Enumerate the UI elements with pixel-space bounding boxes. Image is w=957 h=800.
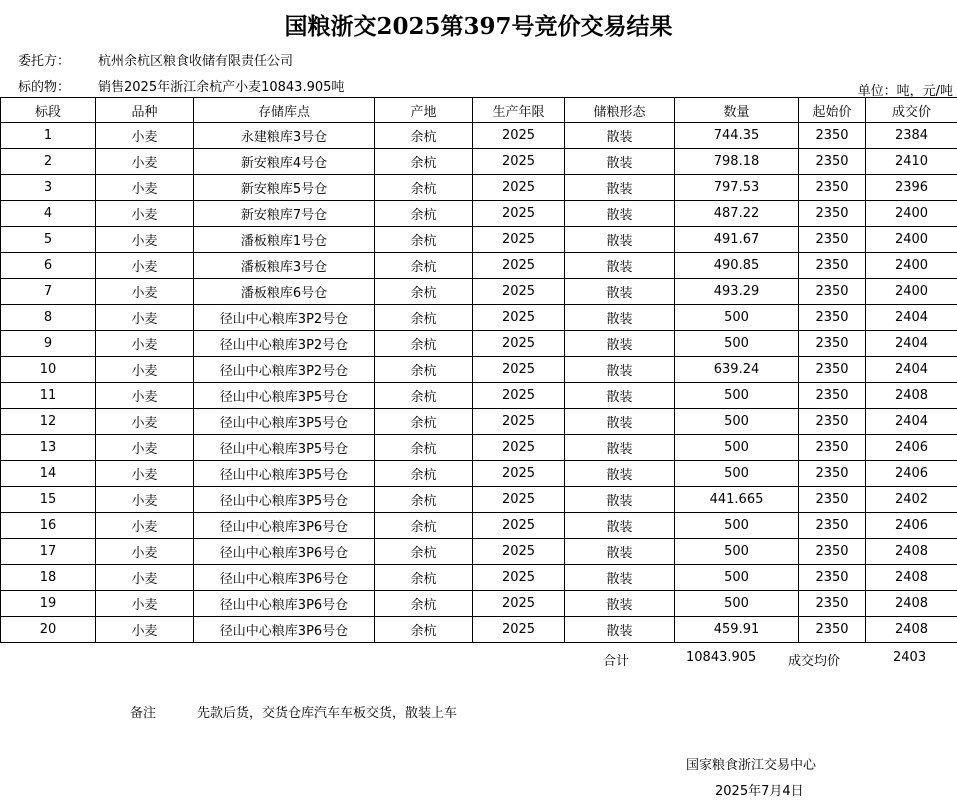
cell-lot: 20 [1,617,96,643]
cell-quantity: 744.35 [675,123,799,149]
column-header-start-price: 起始价 [799,98,866,123]
average-price-label: 成交均价 [788,654,841,669]
cell-variety: 小麦 [96,487,194,513]
cell-storage-form: 散装 [565,149,675,175]
consignor-label: 委托方： [18,54,71,69]
cell-year: 2025 [473,461,565,487]
cell-start-price: 2350 [799,539,866,565]
cell-start-price: 2350 [799,201,866,227]
cell-deal-price: 2400 [866,253,957,279]
cell-warehouse: 径山中心粮库3P2号仓 [194,357,375,383]
table-row [1,201,957,227]
cell-origin: 余杭 [375,279,473,305]
cell-lot: 19 [1,591,96,617]
cell-start-price: 2350 [799,487,866,513]
cell-start-price: 2350 [799,591,866,617]
table-row [1,123,957,149]
cell-warehouse: 新安粮库5号仓 [194,175,375,201]
cell-year: 2025 [473,357,565,383]
cell-warehouse: 永建粮库3号仓 [194,123,375,149]
cell-variety: 小麦 [96,591,194,617]
cell-quantity: 500 [675,539,799,565]
cell-lot: 4 [1,201,96,227]
table-row [1,253,957,279]
cell-storage-form: 散装 [565,123,675,149]
cell-start-price: 2350 [799,435,866,461]
column-header-lot: 标段 [1,98,96,123]
cell-start-price: 2350 [799,617,866,643]
cell-warehouse: 径山中心粮库3P6号仓 [194,539,375,565]
cell-lot: 11 [1,383,96,409]
cell-lot: 5 [1,227,96,253]
cell-quantity: 500 [675,565,799,591]
cell-variety: 小麦 [96,279,194,305]
cell-quantity: 500 [675,305,799,331]
cell-year: 2025 [473,305,565,331]
cell-year: 2025 [473,253,565,279]
cell-start-price: 2350 [799,357,866,383]
table-row [1,513,957,539]
cell-variety: 小麦 [96,565,194,591]
cell-storage-form: 散装 [565,383,675,409]
cell-warehouse: 新安粮库4号仓 [194,149,375,175]
cell-storage-form: 散装 [565,487,675,513]
page-title: 国粮浙交2025第397号竞价交易结果 [284,13,673,40]
cell-quantity: 487.22 [675,201,799,227]
cell-warehouse: 径山中心粮库3P6号仓 [194,513,375,539]
cell-quantity: 493.29 [675,279,799,305]
subject-label: 标的物： [18,80,71,95]
cell-quantity: 500 [675,409,799,435]
cell-quantity: 797.53 [675,175,799,201]
table-row [1,539,957,565]
cell-variety: 小麦 [96,539,194,565]
cell-quantity: 798.18 [675,149,799,175]
cell-start-price: 2350 [799,331,866,357]
cell-origin: 余杭 [375,617,473,643]
column-header-quantity: 数量 [675,98,799,123]
cell-warehouse: 径山中心粮库3P6号仓 [194,591,375,617]
cell-start-price: 2350 [799,565,866,591]
cell-start-price: 2350 [799,149,866,175]
cell-deal-price: 2406 [866,513,957,539]
cell-deal-price: 2404 [866,409,957,435]
cell-deal-price: 2404 [866,331,957,357]
cell-deal-price: 2404 [866,357,957,383]
cell-year: 2025 [473,331,565,357]
cell-variety: 小麦 [96,201,194,227]
cell-lot: 12 [1,409,96,435]
cell-origin: 余杭 [375,435,473,461]
cell-storage-form: 散装 [565,565,675,591]
table-body [1,123,957,643]
cell-variety: 小麦 [96,409,194,435]
cell-deal-price: 2400 [866,279,957,305]
cell-origin: 余杭 [375,123,473,149]
cell-year: 2025 [473,513,565,539]
cell-origin: 余杭 [375,461,473,487]
cell-quantity: 500 [675,591,799,617]
table-row [1,305,957,331]
cell-storage-form: 散装 [565,435,675,461]
cell-warehouse: 径山中心粮库3P5号仓 [194,487,375,513]
cell-start-price: 2350 [799,253,866,279]
cell-warehouse: 径山中心粮库3P5号仓 [194,461,375,487]
cell-origin: 余杭 [375,149,473,175]
cell-deal-price: 2406 [866,435,957,461]
cell-storage-form: 散装 [565,305,675,331]
cell-deal-price: 2396 [866,175,957,201]
cell-origin: 余杭 [375,201,473,227]
cell-origin: 余杭 [375,305,473,331]
cell-warehouse: 径山中心粮库3P2号仓 [194,305,375,331]
column-header-variety: 品种 [96,98,194,123]
cell-storage-form: 散装 [565,175,675,201]
cell-start-price: 2350 [799,175,866,201]
cell-year: 2025 [473,409,565,435]
cell-year: 2025 [473,591,565,617]
cell-lot: 7 [1,279,96,305]
cell-quantity: 500 [675,435,799,461]
cell-warehouse: 径山中心粮库3P2号仓 [194,331,375,357]
cell-warehouse: 潘板粮库1号仓 [194,227,375,253]
cell-variety: 小麦 [96,435,194,461]
cell-origin: 余杭 [375,487,473,513]
table-header-row [1,98,957,123]
table-row [1,591,957,617]
cell-warehouse: 径山中心粮库3P6号仓 [194,565,375,591]
total-quantity: 10843.905 [686,650,757,665]
unit-note: 单位：吨，元/吨 [857,84,953,99]
subject-value: 销售2025年浙江余杭产小麦10843.905吨 [98,80,345,95]
column-header-deal-price: 成交价 [866,98,957,123]
cell-variety: 小麦 [96,357,194,383]
table-row [1,565,957,591]
cell-origin: 余杭 [375,331,473,357]
cell-lot: 3 [1,175,96,201]
cell-storage-form: 散装 [565,253,675,279]
column-header-origin: 产地 [375,98,473,123]
cell-origin: 余杭 [375,175,473,201]
cell-variety: 小麦 [96,461,194,487]
cell-deal-price: 2408 [866,591,957,617]
results-table [0,97,957,643]
cell-start-price: 2350 [799,461,866,487]
cell-deal-price: 2406 [866,461,957,487]
cell-year: 2025 [473,201,565,227]
cell-lot: 14 [1,461,96,487]
cell-lot: 10 [1,357,96,383]
cell-origin: 余杭 [375,539,473,565]
table-row [1,175,957,201]
cell-storage-form: 散装 [565,513,675,539]
cell-start-price: 2350 [799,279,866,305]
cell-variety: 小麦 [96,123,194,149]
cell-storage-form: 散装 [565,227,675,253]
cell-storage-form: 散装 [565,331,675,357]
table-row [1,383,957,409]
consignor-row [18,50,293,69]
cell-warehouse: 径山中心粮库3P5号仓 [194,409,375,435]
cell-start-price: 2350 [799,513,866,539]
cell-origin: 余杭 [375,513,473,539]
cell-deal-price: 2400 [866,201,957,227]
cell-year: 2025 [473,175,565,201]
cell-origin: 余杭 [375,591,473,617]
remark-text: 先款后货，交货仓库汽车车板交货，散装上车 [197,706,458,721]
cell-quantity: 459.91 [675,617,799,643]
cell-variety: 小麦 [96,305,194,331]
column-header-year: 生产年限 [473,98,565,123]
table-row [1,461,957,487]
cell-quantity: 491.67 [675,227,799,253]
cell-variety: 小麦 [96,253,194,279]
cell-warehouse: 潘板粮库3号仓 [194,253,375,279]
cell-lot: 8 [1,305,96,331]
cell-deal-price: 2400 [866,227,957,253]
cell-variety: 小麦 [96,227,194,253]
cell-origin: 余杭 [375,227,473,253]
table-row [1,357,957,383]
cell-warehouse: 潘板粮库6号仓 [194,279,375,305]
cell-lot: 2 [1,149,96,175]
cell-storage-form: 散装 [565,279,675,305]
column-header-warehouse: 存储库点 [194,98,375,123]
cell-variety: 小麦 [96,513,194,539]
table-row [1,487,957,513]
cell-quantity: 639.24 [675,357,799,383]
cell-quantity: 500 [675,513,799,539]
table-row [1,409,957,435]
cell-warehouse: 径山中心粮库3P6号仓 [194,617,375,643]
cell-year: 2025 [473,279,565,305]
cell-quantity: 500 [675,331,799,357]
cell-start-price: 2350 [799,227,866,253]
column-header-storage-form: 储粮形态 [565,98,675,123]
cell-warehouse: 径山中心粮库3P5号仓 [194,383,375,409]
cell-origin: 余杭 [375,565,473,591]
cell-storage-form: 散装 [565,201,675,227]
cell-deal-price: 2402 [866,487,957,513]
remark-label: 备注 [130,706,157,721]
cell-origin: 余杭 [375,409,473,435]
consignor-value: 杭州余杭区粮食收储有限责任公司 [98,54,294,69]
footer-organization: 国家粮食浙江交易中心 [686,758,817,773]
cell-variety: 小麦 [96,149,194,175]
subject-row [18,76,344,95]
cell-quantity: 490.85 [675,253,799,279]
cell-year: 2025 [473,435,565,461]
cell-warehouse: 新安粮库7号仓 [194,201,375,227]
cell-start-price: 2350 [799,123,866,149]
cell-lot: 16 [1,513,96,539]
cell-storage-form: 散装 [565,539,675,565]
cell-origin: 余杭 [375,253,473,279]
footer-date: 2025年7月4日 [715,784,804,799]
cell-start-price: 2350 [799,383,866,409]
cell-deal-price: 2410 [866,149,957,175]
cell-lot: 18 [1,565,96,591]
cell-storage-form: 散装 [565,461,675,487]
cell-year: 2025 [473,383,565,409]
cell-lot: 9 [1,331,96,357]
cell-start-price: 2350 [799,305,866,331]
cell-deal-price: 2408 [866,617,957,643]
cell-quantity: 500 [675,461,799,487]
cell-variety: 小麦 [96,383,194,409]
cell-year: 2025 [473,565,565,591]
cell-deal-price: 2408 [866,539,957,565]
table-row [1,331,957,357]
average-price-value: 2403 [893,650,927,665]
cell-origin: 余杭 [375,383,473,409]
cell-year: 2025 [473,487,565,513]
cell-year: 2025 [473,227,565,253]
cell-year: 2025 [473,149,565,175]
cell-lot: 6 [1,253,96,279]
table-row [1,617,957,643]
cell-variety: 小麦 [96,331,194,357]
cell-year: 2025 [473,123,565,149]
total-label: 合计 [603,654,630,669]
cell-deal-price: 2408 [866,565,957,591]
cell-deal-price: 2404 [866,305,957,331]
cell-deal-price: 2408 [866,383,957,409]
cell-storage-form: 散装 [565,617,675,643]
cell-quantity: 500 [675,383,799,409]
cell-lot: 17 [1,539,96,565]
cell-lot: 15 [1,487,96,513]
cell-quantity: 441.665 [675,487,799,513]
table-row [1,279,957,305]
table-row [1,435,957,461]
cell-variety: 小麦 [96,617,194,643]
table-row [1,149,957,175]
cell-warehouse: 径山中心粮库3P5号仓 [194,435,375,461]
cell-storage-form: 散装 [565,409,675,435]
cell-lot: 13 [1,435,96,461]
cell-lot: 1 [1,123,96,149]
cell-storage-form: 散装 [565,357,675,383]
cell-deal-price: 2384 [866,123,957,149]
cell-variety: 小麦 [96,175,194,201]
cell-storage-form: 散装 [565,591,675,617]
cell-year: 2025 [473,617,565,643]
table-row [1,227,957,253]
cell-origin: 余杭 [375,357,473,383]
cell-start-price: 2350 [799,409,866,435]
cell-year: 2025 [473,539,565,565]
